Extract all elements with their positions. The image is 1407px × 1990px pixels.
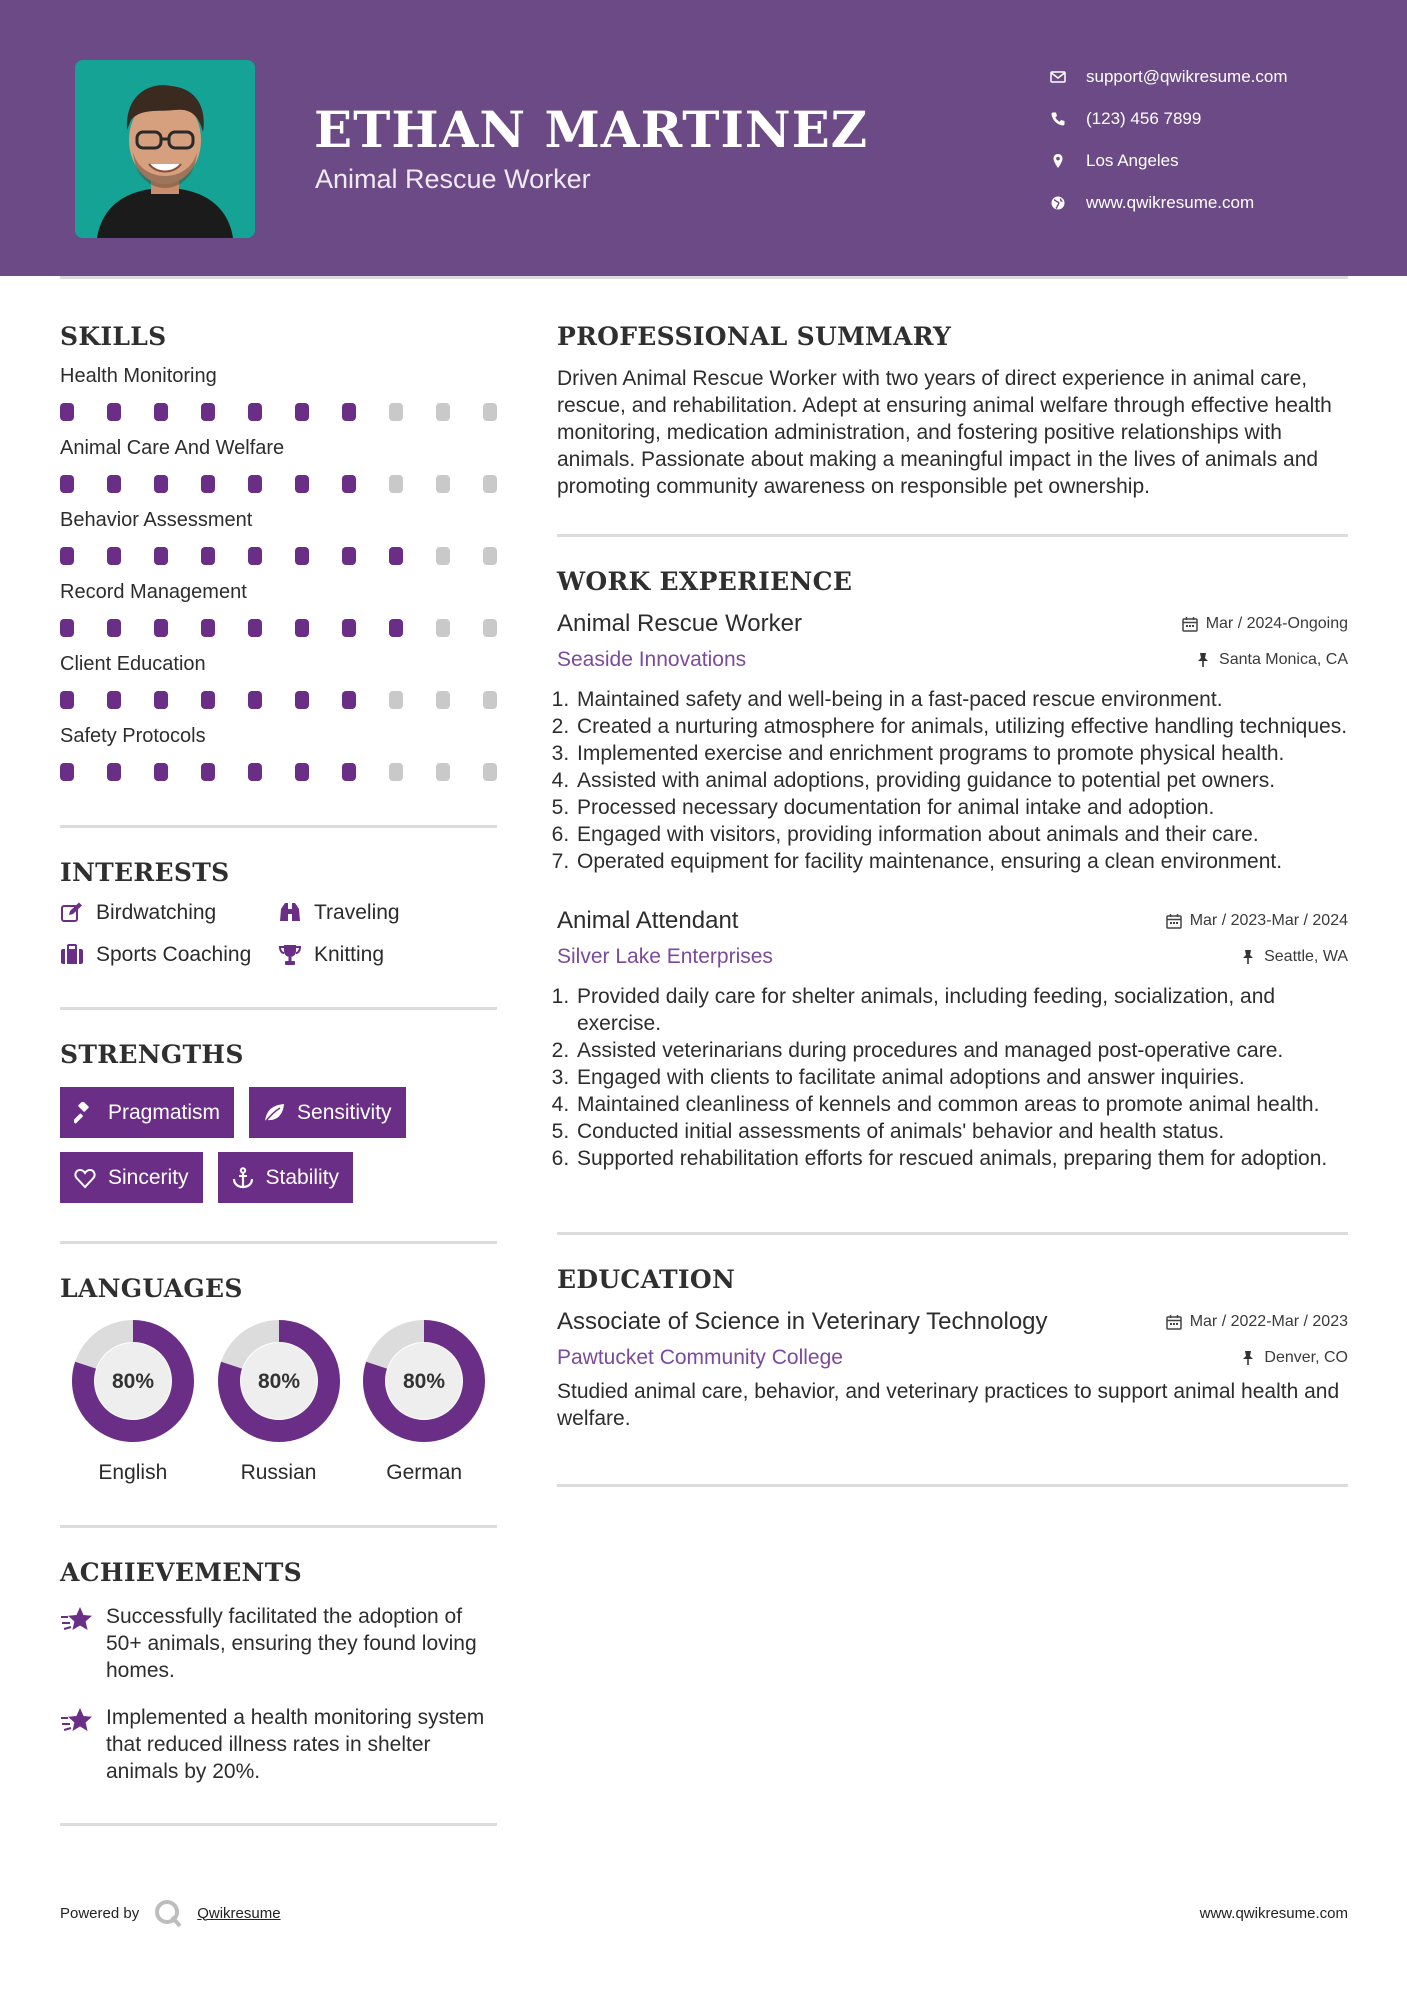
- skill-dot-empty: [389, 403, 403, 421]
- education-school: Pawtucket Community College: [557, 1346, 843, 1369]
- job-company: Silver Lake Enterprises: [557, 945, 773, 968]
- language-percent: 80%: [257, 1370, 300, 1393]
- contact-list: [1050, 56, 1370, 224]
- skill-rating: [60, 403, 497, 423]
- skill-dot-empty: [436, 619, 450, 637]
- skill-rating: [60, 547, 497, 567]
- strength-label: Stability: [265, 1165, 340, 1189]
- contact-email[interactable]: [1050, 56, 1370, 98]
- strength-tag: [60, 1152, 203, 1203]
- qwikresume-link[interactable]: Qwikresume: [197, 1904, 281, 1922]
- skill-name: Safety Protocols: [60, 725, 206, 747]
- skill-dot-filled: [248, 691, 262, 709]
- language-name: Russian: [240, 1461, 317, 1484]
- skill-dot-filled: [201, 403, 215, 421]
- language-name: German: [386, 1461, 463, 1484]
- section-divider: [60, 1007, 497, 1010]
- job-date-text: Mar / 2024-Ongoing: [1205, 615, 1348, 632]
- pin-icon: [1195, 652, 1211, 668]
- header-banner: [0, 0, 1407, 276]
- task-item: 3. Implemented exercise and enrichment programs to promote physical health.: [575, 740, 1348, 767]
- skill-name: Behavior Assessment: [60, 509, 253, 531]
- skill-dot-filled: [248, 403, 262, 421]
- skill-dot-filled: [60, 619, 74, 637]
- skill-dot-filled: [154, 547, 168, 565]
- skill-dot-empty: [389, 763, 403, 781]
- skill-dot-filled: [201, 619, 215, 637]
- skill-item: [60, 579, 497, 639]
- section-divider: [60, 825, 497, 828]
- leaf-icon: [263, 1102, 285, 1124]
- job-company: Seaside Innovations: [557, 648, 747, 671]
- skill-item: [60, 651, 497, 711]
- skill-dot-empty: [483, 763, 497, 781]
- language-item: [60, 1319, 206, 1485]
- task-item: 1. Maintained safety and well-being in a fast-paced rescue environment.: [575, 686, 1348, 713]
- header-divider: [60, 276, 1348, 279]
- trophy-icon: [278, 943, 302, 967]
- task-item: 2. Created a nurturing atmosphere for animals, utilizing effective handling techniques.: [575, 713, 1348, 740]
- heart-icon: [74, 1167, 96, 1189]
- skill-dot-filled: [295, 547, 309, 565]
- skill-dot-filled: [107, 619, 121, 637]
- skill-dot-filled: [60, 475, 74, 493]
- interests-list: [60, 901, 497, 967]
- contact-website-text: www.qwikresume.com: [1086, 193, 1255, 212]
- skill-dot-filled: [295, 763, 309, 781]
- skill-dot-empty: [483, 403, 497, 421]
- section-divider: [557, 1232, 1348, 1235]
- skill-dot-filled: [295, 619, 309, 637]
- job-title: Animal Rescue Worker: [557, 610, 802, 637]
- skill-item: [60, 363, 497, 423]
- skill-dot-empty: [436, 475, 450, 493]
- job-location: [1195, 651, 1348, 669]
- interest-item: [278, 901, 488, 925]
- skill-name: Client Education: [60, 653, 206, 675]
- briefcase-icon: [60, 943, 84, 967]
- skill-dot-filled: [201, 763, 215, 781]
- skill-dot-filled: [107, 403, 121, 421]
- education-location-text: Denver, CO: [1264, 1349, 1348, 1366]
- interest-item: [60, 901, 278, 925]
- skill-rating: [60, 475, 497, 495]
- task-item: 4. Assisted with animal adoptions, providing guidance to potential pet owners.: [575, 767, 1348, 794]
- skill-dot-filled: [154, 763, 168, 781]
- skill-dot-filled: [60, 691, 74, 709]
- footer-website[interactable]: www.qwikresume.com: [1199, 1905, 1348, 1922]
- skill-rating: [60, 763, 497, 783]
- skill-dot-filled: [342, 475, 356, 493]
- section-divider: [60, 1241, 497, 1244]
- edit-icon: [60, 901, 84, 925]
- languages-heading: LANGUAGES: [60, 1274, 243, 1303]
- profile-photo: [75, 60, 255, 238]
- candidate-name: ETHAN MARTINEZ: [314, 100, 869, 159]
- globe-icon: [1050, 195, 1066, 211]
- job-entry: [557, 610, 1348, 875]
- job-location-text: Seattle, WA: [1264, 948, 1348, 965]
- summary-text: Driven Animal Rescue Worker with two years of direct experience in animal care, rescue, and rehabilitation. Adept at ensuring animal welfare through effective health monitoring, medication administration, and fostering positive relationships with animals. Passionate about making a meaningful impact in the lives of animals and promoting community awareness on responsible pet ownership.: [557, 367, 1332, 498]
- skill-dot-empty: [483, 475, 497, 493]
- strength-tag: [60, 1087, 234, 1138]
- skill-dot-filled: [295, 475, 309, 493]
- skill-dot-filled: [248, 619, 262, 637]
- achievements-heading: ACHIEVEMENTS: [60, 1558, 302, 1587]
- skill-dot-filled: [295, 691, 309, 709]
- skill-dot-filled: [201, 547, 215, 565]
- language-item: [206, 1319, 352, 1485]
- summary-heading: PROFESSIONAL SUMMARY: [557, 322, 952, 351]
- candidate-role: Animal Rescue Worker: [315, 164, 591, 194]
- skill-item: [60, 435, 497, 495]
- anchor-icon: [232, 1167, 254, 1189]
- task-item: 6. Supported rehabilitation efforts for rescued animals, preparing them for adoption.: [575, 1145, 1348, 1172]
- task-item: 7. Operated equipment for facility maintenance, ensuring a clean environment.: [575, 848, 1348, 875]
- qwikresume-logo-icon: [153, 1898, 183, 1928]
- job-date-text: Mar / 2023-Mar / 2024: [1189, 912, 1348, 929]
- skill-dot-filled: [342, 763, 356, 781]
- skill-dot-filled: [342, 547, 356, 565]
- job-date: [1182, 615, 1348, 633]
- contact-email-text: support@qwikresume.com: [1086, 67, 1288, 86]
- pin-icon: [1240, 949, 1256, 965]
- language-percent: 80%: [111, 1370, 154, 1393]
- education-location: [1240, 1349, 1348, 1367]
- task-item: 2. Assisted veterinarians during procedures and managed post-operative care.: [575, 1037, 1348, 1064]
- calendar-icon: [1166, 1314, 1182, 1330]
- achievement-text: Successfully facilitated the adoption of 50+ animals, ensuring they found loving homes.: [106, 1605, 477, 1682]
- job-title: Animal Attendant: [557, 907, 739, 934]
- education-date: [1166, 1313, 1348, 1331]
- map-pin-icon: [1050, 153, 1066, 169]
- education-entry: [557, 1308, 1348, 1432]
- right-column: [557, 322, 1348, 1487]
- language-percent: 80%: [403, 1370, 446, 1393]
- strengths-heading: STRENGTHS: [60, 1040, 244, 1069]
- gavel-icon: [74, 1102, 96, 1124]
- envelope-icon: [1050, 69, 1066, 85]
- skill-dot-filled: [201, 691, 215, 709]
- skill-item: [60, 507, 497, 567]
- skill-dot-filled: [248, 475, 262, 493]
- skill-dot-empty: [436, 547, 450, 565]
- skill-dot-filled: [60, 547, 74, 565]
- strength-label: Sincerity: [108, 1165, 189, 1189]
- language-item: [351, 1319, 497, 1485]
- strength-label: Sensitivity: [297, 1100, 392, 1124]
- calendar-icon: [1166, 913, 1182, 929]
- task-item: 5. Processed necessary documentation for animal intake and adoption.: [575, 794, 1348, 821]
- job-location-text: Santa Monica, CA: [1219, 651, 1348, 668]
- education-degree: Associate of Science in Veterinary Technology: [557, 1308, 1048, 1335]
- skill-dot-filled: [154, 403, 168, 421]
- task-item: 6. Engaged with visitors, providing information about animals and their care.: [575, 821, 1348, 848]
- skills-heading: SKILLS: [60, 322, 167, 351]
- section-divider: [557, 534, 1348, 537]
- section-divider: [60, 1525, 497, 1528]
- skill-dot-empty: [436, 403, 450, 421]
- job-entry: [557, 907, 1348, 1172]
- skill-dot-empty: [483, 547, 497, 565]
- achievements-list: [60, 1603, 497, 1785]
- calendar-icon: [1182, 616, 1198, 632]
- interest-label: Traveling: [314, 901, 400, 924]
- education-heading: EDUCATION: [557, 1265, 736, 1294]
- skill-dot-empty: [436, 691, 450, 709]
- education-date-text: Mar / 2022-Mar / 2023: [1189, 1313, 1348, 1330]
- achievement-text: Implemented a health monitoring system that reduced illness rates in shelter animals by 20%.: [106, 1706, 485, 1783]
- interest-item: [60, 943, 278, 967]
- skill-dot-filled: [248, 763, 262, 781]
- contact-location-text: Los Angeles: [1086, 151, 1179, 170]
- skill-dot-filled: [201, 475, 215, 493]
- task-item: 1. Provided daily care for shelter animals, including feeding, socialization, and exercise.: [575, 983, 1348, 1037]
- language-ring: [362, 1319, 486, 1443]
- job-date: [1166, 912, 1348, 930]
- contact-location: [1050, 140, 1370, 182]
- skill-dot-filled: [389, 619, 403, 637]
- skill-dot-empty: [483, 619, 497, 637]
- interests-heading: INTERESTS: [60, 858, 230, 887]
- skill-rating: [60, 691, 497, 711]
- binoculars-icon: [278, 901, 302, 925]
- interest-item: [278, 943, 488, 967]
- skill-dot-filled: [342, 691, 356, 709]
- skill-name: Health Monitoring: [60, 365, 217, 387]
- contact-phone-text: (123) 456 7899: [1086, 109, 1202, 128]
- section-divider: [60, 1823, 497, 1826]
- strength-tag: [218, 1152, 354, 1203]
- footer-powered-by: [60, 1898, 281, 1928]
- skill-item: [60, 723, 497, 783]
- skills-list: [60, 363, 497, 783]
- interest-label: Birdwatching: [96, 901, 217, 924]
- skill-dot-filled: [107, 547, 121, 565]
- interest-label: Sports Coaching: [96, 943, 252, 966]
- job-tasks: [557, 686, 1348, 875]
- contact-phone[interactable]: [1050, 98, 1370, 140]
- language-ring: [71, 1319, 195, 1443]
- star-icon: [60, 1605, 94, 1635]
- skill-dot-empty: [389, 475, 403, 493]
- skill-dot-empty: [436, 763, 450, 781]
- skill-dot-filled: [154, 691, 168, 709]
- interest-label: Knitting: [314, 943, 385, 966]
- skill-rating: [60, 619, 497, 639]
- skill-dot-empty: [389, 691, 403, 709]
- task-item: 5. Conducted initial assessments of animals' behavior and health status.: [575, 1118, 1348, 1145]
- star-icon: [60, 1706, 94, 1736]
- language-ring: [217, 1319, 341, 1443]
- powered-by-text: Powered by: [60, 1904, 140, 1922]
- pin-icon: [1240, 1350, 1256, 1366]
- skill-dot-empty: [483, 691, 497, 709]
- achievement-item: [60, 1603, 497, 1684]
- skill-dot-filled: [248, 547, 262, 565]
- skill-dot-filled: [295, 403, 309, 421]
- skill-dot-filled: [389, 547, 403, 565]
- skill-dot-filled: [60, 763, 74, 781]
- job-tasks: [557, 983, 1348, 1172]
- achievement-item: [60, 1704, 497, 1785]
- skill-dot-filled: [154, 619, 168, 637]
- skill-name: Animal Care And Welfare: [60, 437, 285, 459]
- skill-dot-filled: [60, 403, 74, 421]
- phone-icon: [1050, 111, 1066, 127]
- strength-label: Pragmatism: [108, 1100, 221, 1124]
- strengths-list: [60, 1087, 497, 1203]
- strength-tag: [249, 1087, 406, 1138]
- skill-dot-filled: [107, 475, 121, 493]
- skill-dot-filled: [107, 763, 121, 781]
- skill-name: Record Management: [60, 581, 247, 603]
- left-column: [60, 322, 497, 1826]
- skill-dot-filled: [154, 475, 168, 493]
- language-name: English: [98, 1461, 168, 1484]
- experience-heading: WORK EXPERIENCE: [557, 567, 853, 596]
- languages-list: [60, 1319, 497, 1485]
- skill-dot-filled: [342, 619, 356, 637]
- section-divider: [557, 1484, 1348, 1487]
- task-item: 4. Maintained cleanliness of kennels and common areas to promote animal health.: [575, 1091, 1348, 1118]
- skill-dot-filled: [107, 691, 121, 709]
- task-item: 3. Engaged with clients to facilitate animal adoptions and answer inquiries.: [575, 1064, 1348, 1091]
- contact-website[interactable]: [1050, 182, 1370, 224]
- job-location: [1240, 948, 1348, 966]
- education-description: Studied animal care, behavior, and veterinary practices to support animal health and welfare.: [557, 1380, 1340, 1430]
- skill-dot-filled: [342, 403, 356, 421]
